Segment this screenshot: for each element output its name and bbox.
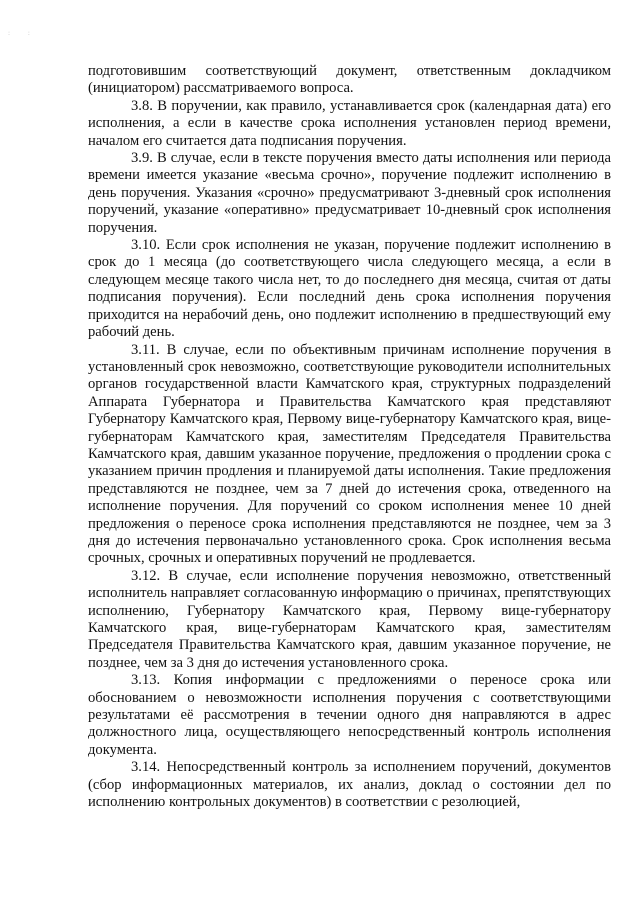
paragraph-3-12: 3.12. В случае, если исполнение поручения невозможно, ответственный исполнитель направляет согласованную информацию о причинах, препятствующих исполнению, Губернатору Камчатского края, Первому вице-губернатору Камчатского края, вице-губернаторам Камчатского края, заместителям Председателя Правительства Камчатского края, давшим указанное поручение, не позднее, чем за 3 дня до истечения установленного срока. bbox=[88, 567, 611, 671]
paragraph-3-9: 3.9. В случае, если в тексте поручения вместо даты исполнения или периода времени имеется указание «весьма срочно», поручение подлежит исполнению в день поручения. Указания «срочно» предусматривают 3-дневный срок исполнения поручений, указание «оперативно» предусматривает 10-дневный срок исполнения поручения. bbox=[88, 150, 611, 236]
paragraph-continuation: подготовившим соответствующий документ, ответственным докладчиком (инициатором) рассматриваемого вопроса. bbox=[88, 63, 611, 97]
paragraph-3-14: 3.14. Непосредственный контроль за исполнением поручений, документов (сбор информационных материалов, их анализ, доклад о состоянии дел по исполнению контрольных документов) в соответствии с резолюцией, bbox=[88, 759, 611, 811]
document-page bbox=[88, 63, 611, 811]
paragraph-3-11: 3.11. В случае, если по объективным причинам исполнение поручения в установленный срок невозможно, соответствующие руководители исполнительных органов государственной власти Камчатского края, структурных подразделений Аппарата Губернатора и Правительства Камчатского края представляют Губернатору Камчатского края, Первому вице-губернатору Камчатского края, вице-губернаторам Камчатского края, заместителям Председателя Правительства Камчатского края, давшим указанное поручение, предложения о продлении срока с указанием причин продления и планируемой даты исполнения. Такие предложения представляются не позднее, чем за 7 дней до истечения срока, отведенного на исполнение поручения. Для поручений со сроком исполнения менее 10 дней предложения о переносе срока исполнения представляются не позднее, чем за 3 дня до истечения первоначально установленного срока. Срок исполнения весьма срочных, срочных и оперативных поручений не продлевается. bbox=[88, 341, 611, 567]
paragraph-3-10: 3.10. Если срок исполнения не указан, поручение подлежит исполнению в срок до 1 месяца (до соответствующего числа следующего месяца, а если в следующем месяце такого числа нет, то до последнего дня месяца, считая от даты подписания поручения). Если последний день срока исполнения поручения приходится на нерабочий день, оно подлежит исполнению в предшествующий ему рабочий день. bbox=[88, 237, 611, 341]
scan-corner-marks: : : bbox=[8, 30, 38, 37]
paragraph-3-8: 3.8. В поручении, как правило, устанавливается срок (календарная дата) его исполнения, а если в качестве срока исполнения установлен период времени, началом его считается дата подписания поручения. bbox=[88, 97, 611, 149]
paragraph-3-13: 3.13. Копия информации с предложениями о переносе срока или обоснованием о невозможности исполнения поручения с соответствующими результатами её рассмотрения в течении одного дня направляются в адрес должностного лица, осуществляющего непосредственный контроль исполнения документа. bbox=[88, 672, 611, 758]
